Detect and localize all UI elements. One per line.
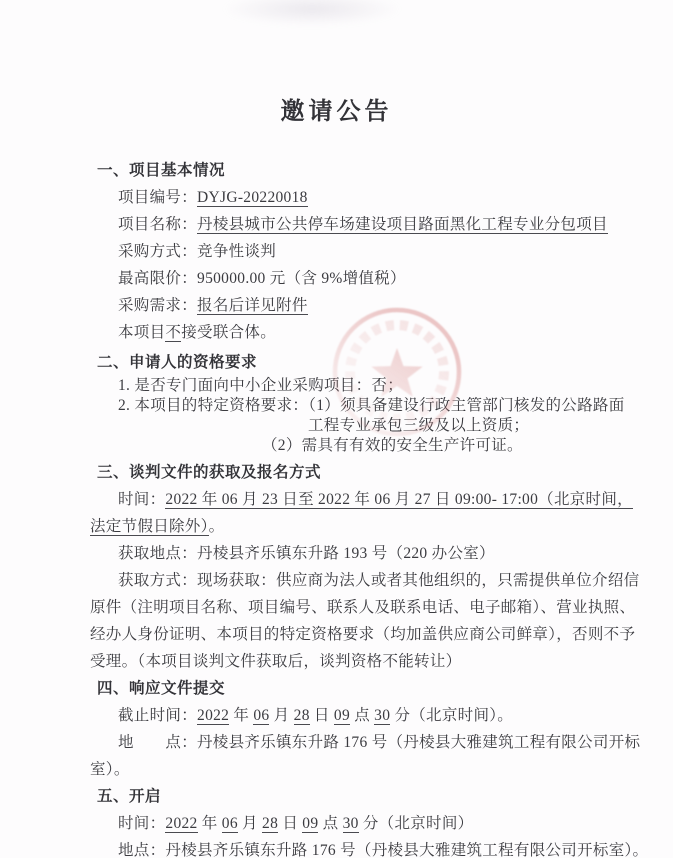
submission-deadline-value: 2022 年 06 月 28 日 09 点 30 分（北京时间）。 — [197, 707, 514, 724]
section-4-heading: 四、响应文件提交 — [97, 680, 226, 697]
project-number-line — [90, 184, 609, 211]
section-3-heading: 三、谈判文件的获取及报名方式 — [97, 464, 322, 481]
opening-time-line — [90, 810, 609, 837]
obtain-place-line — [90, 540, 609, 567]
obtain-time-tail: 。 — [208, 518, 225, 535]
obtain-time-wrap-value: 法定节假日除外） — [90, 518, 209, 535]
project-number-label: 项目编号： — [118, 189, 198, 206]
project-name-line — [90, 211, 609, 238]
project-name-value: 丹棱县城市公共停车场建设项目路面黑化工程专业分包项目 — [197, 216, 608, 233]
submission-deadline-line — [90, 702, 609, 729]
obtain-how-line-4: 受理。（本项目谈判文件获取后，谈判资格不能转让） — [90, 653, 462, 670]
obtain-place-label: 获取地点： — [118, 545, 198, 562]
procurement-method-line — [90, 238, 609, 265]
section-1-heading: 一、项目基本情况 — [97, 162, 226, 179]
submission-place-wrap-line: 室）。 — [90, 761, 130, 778]
obtain-time-label: 时间： — [118, 491, 166, 508]
procurement-demand-label: 采购需求： — [118, 297, 198, 314]
price-limit-line — [90, 265, 609, 292]
obtain-place-value: 丹棱县齐乐镇东升路 193 号（220 办公室） — [197, 545, 495, 562]
qualification-item-2: 2. 本项目的特定资格要求：（1）须具备建设行政主管部门核发的公路路面 — [118, 397, 625, 414]
procurement-demand-value: 报名后详见附件 — [197, 297, 308, 314]
price-limit-value: 950000.00 元（含 9%增值税） — [197, 270, 406, 287]
obtain-time-line — [90, 486, 633, 513]
obtain-time-value: 2022 年 06 月 23 日至 2022 年 06 月 27 日 09:00- 17:00（北京时间， — [165, 491, 633, 508]
procurement-method-label: 采购方式： — [118, 243, 198, 260]
project-number-value: DYJG-20220018 — [197, 189, 308, 206]
opening-time-label: 时间： — [118, 815, 166, 832]
obtain-how-value: 现场获取：供应商为法人或者其他组织的，只需提供单位介绍信 — [197, 572, 640, 589]
official-seal-stamp — [328, 303, 466, 441]
project-name-label: 项目名称： — [118, 216, 198, 233]
opening-place-line: 地点：丹棱县齐乐镇东升路 176 号（丹棱县大雅建筑工程有限公司开标室）。 — [118, 842, 649, 858]
obtain-how-line-3: 经办人身份证明、本项目的特定资格要求（均加盖供应商公司鲜章），否则不予 — [90, 626, 636, 643]
price-limit-label: 最高限价： — [118, 270, 198, 287]
obtain-time-wrap-line — [90, 513, 609, 540]
page-title: 邀请公告 — [280, 99, 393, 125]
submission-place-line: 地 点：丹棱县齐乐镇东升路 176 号（丹棱县大雅建筑工程有限公司开标 — [118, 734, 641, 751]
qualification-item-2-2: （2）需具有有效的安全生产许可证。 — [262, 437, 523, 454]
no-consortium-line: 本项目不接受联合体。 — [118, 324, 277, 341]
submission-deadline-label: 截止时间： — [118, 707, 198, 724]
opening-time-value: 2022 年 06 月 28 日 09 点 30 分（北京时间） — [165, 815, 474, 832]
section-2-heading: 二、申请人的资格要求 — [97, 354, 258, 371]
procurement-method-value: 竞争性谈判 — [197, 243, 277, 260]
obtain-how-line-1 — [90, 567, 640, 594]
obtain-how-label: 获取方式： — [118, 572, 198, 589]
qualification-item-1: 1. 是否专门面向中小企业采购项目：否； — [118, 377, 404, 394]
obtain-how-line-2: 原件（注明项目名称、项目编号、联系人及联系电话、电子邮箱）、营业执照、 — [90, 599, 636, 616]
qualification-item-2-wrap: 工程专业承包三级及以上资质； — [308, 417, 530, 434]
scan-artifact — [222, 0, 402, 26]
seal-star-icon — [371, 348, 422, 397]
section-5-heading: 五、开启 — [97, 788, 162, 805]
